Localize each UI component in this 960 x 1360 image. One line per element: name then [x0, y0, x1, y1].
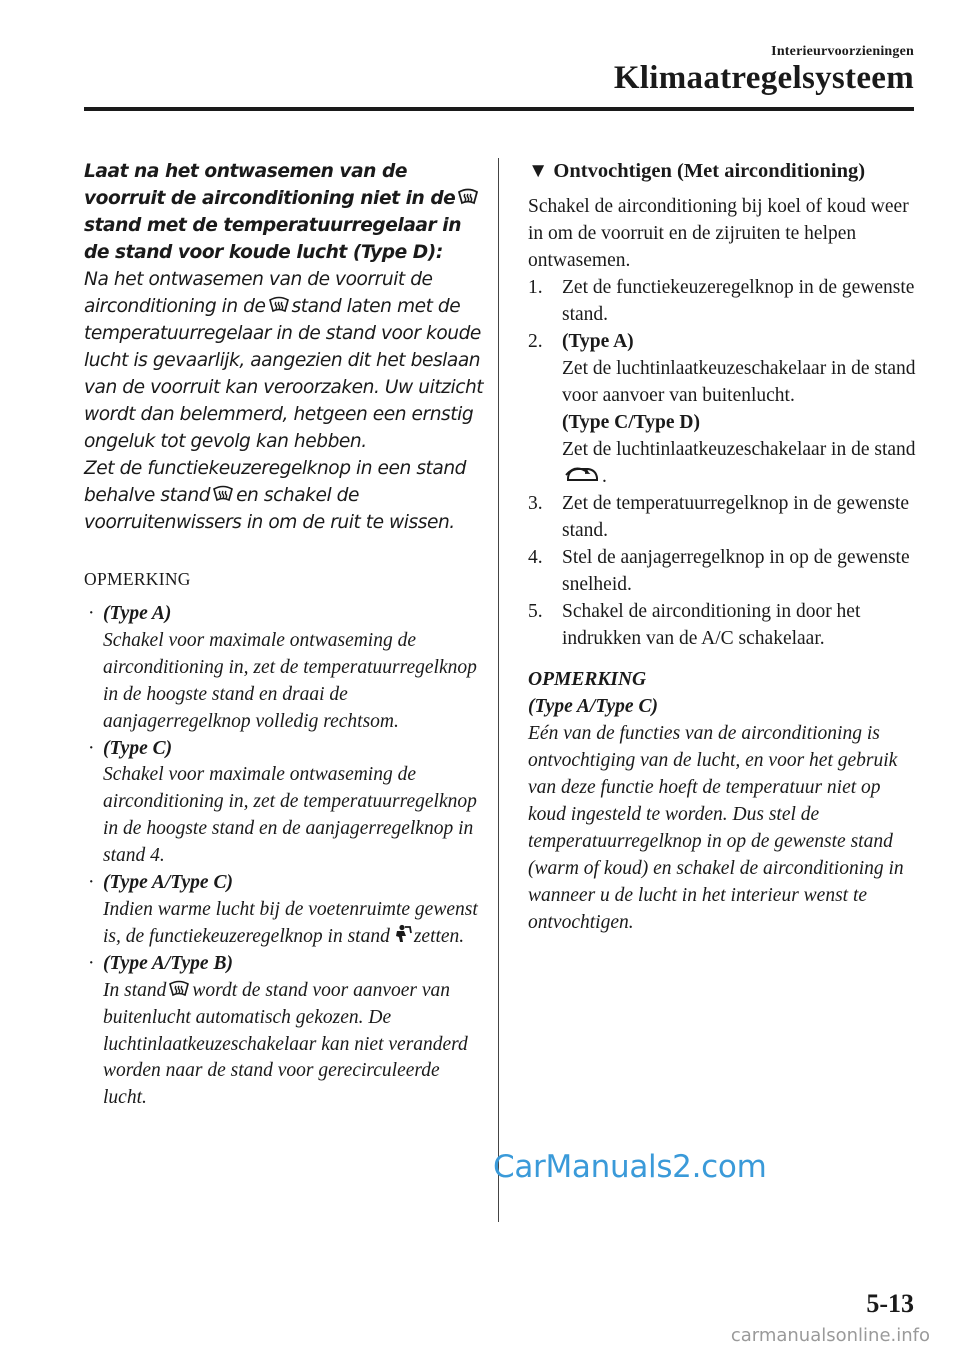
warning-text [84, 266, 484, 455]
step-number: 5. [528, 601, 543, 622]
floor-defrost-icon [392, 924, 412, 944]
windshield-defrost-icon [168, 980, 190, 998]
step-item [528, 490, 920, 544]
warning-instruction [84, 455, 484, 536]
right-column [528, 158, 920, 936]
step-text: Stel de aanjagerregelknop in op de gewenste snelheid. [562, 547, 910, 595]
step-text: Zet de luchtinlaatkeuzeschakelaar in de stand [562, 439, 916, 460]
step-number: 4. [528, 547, 543, 568]
step-text: Zet de temperatuurregelknop in de gewenste stand. [562, 493, 910, 541]
outside-air-icon [564, 464, 600, 484]
windshield-defrost-icon [268, 296, 290, 314]
left-note [84, 566, 484, 1112]
right-note-text: Eén van de functies van de airconditioning is ontvochtiging van de lucht, en voor het gebruik van deze functie hoeft de temperatuur niet op koud ingesteld te worden. Dus stel de temperatuurregelknop in op de gewenste stand (warm of koud) en schakel de airconditioning in wanneer u de lucht in het interieur wenst te ontvochtigen. [528, 723, 904, 933]
chapter-title: Klimaatregelsysteem [613, 60, 914, 96]
note-item [84, 601, 484, 736]
warning-bold-part-2: stand met de temperatuurregelaar in de stand voor koude lucht (Type D): [84, 215, 461, 263]
note-item-head: (Type C) [103, 737, 173, 759]
note-item-text-end: wordt de stand voor aanvoer van buitenlucht automatisch gekozen. De luchtinlaatkeuzeschakelaar kan niet veranderd worden naar de stand voor gerecirculeerde lucht. [103, 979, 468, 1109]
note-item-head: (Type A/Type C) [103, 872, 233, 894]
warning-text-part-4: en schakel de voorruitenwissers in om de ruit te wissen. [84, 485, 455, 533]
note-item-head: (Type A) [103, 603, 172, 624]
warning-heading [84, 158, 484, 266]
note-item-text: Schakel voor maximale ontwaseming de airconditioning in, zet de temperatuurregelknop in de hoogste stand en de aanjagerregelknop in stand 4. [103, 764, 477, 867]
intro-paragraph: Schakel de airconditioning bij koel of koud weer in om de voorruit en de zijruiten te helpen ontwasemen. [528, 196, 909, 271]
column-divider [498, 158, 499, 1222]
windshield-defrost-icon [212, 485, 234, 503]
section-label: Interieurvoorzieningen [771, 44, 914, 59]
section-heading-text: Ontvochtigen (Met airconditioning) [553, 160, 866, 182]
step-item [528, 544, 920, 598]
step-number: 2. [528, 331, 543, 352]
triangle-marker-icon: ▼ [528, 160, 549, 182]
note-item-head: (Type A/Type B) [103, 952, 233, 974]
note-bullet: · [88, 737, 95, 759]
left-note-title: OPMERKING [84, 569, 191, 589]
note-bullet: · [88, 952, 95, 974]
note-bullet: · [88, 872, 95, 894]
step-text: Schakel de airconditioning in door het indrukken van de A/C schakelaar. [562, 601, 861, 649]
note-item [84, 951, 484, 1112]
step-item [528, 598, 920, 652]
left-column [84, 158, 484, 1112]
step-text: Zet de luchtinlaatkeuzeschakelaar in de stand voor aanvoer van buitenlucht. [562, 358, 916, 406]
steps-list [528, 274, 920, 652]
note-item-text: In stand [103, 979, 167, 1001]
step-text: Zet de functiekeuzeregelknop in de gewenste stand. [562, 277, 915, 325]
right-note-subtitle: (Type A/Type C) [528, 696, 658, 717]
note-item-text: Indien warme lucht bij de voetenruimte gewenst is, de functiekeuzeregelknop in stand [103, 898, 478, 947]
site-footer: carmanualsonline.info [730, 1325, 930, 1346]
header-rule [84, 107, 914, 111]
note-item [84, 870, 484, 951]
right-note [528, 666, 920, 936]
note-item-text-end: zetten. [413, 925, 465, 947]
step-item [528, 274, 920, 328]
step-type-label: (Type C/Type D) [562, 412, 700, 433]
watermark: CarManuals2.com [493, 1149, 767, 1185]
step-type-label: (Type A) [562, 331, 634, 352]
note-item [84, 736, 484, 871]
warning-bold-part-1: Laat na het ontwasemen van de voorruit de airconditioning niet in de [84, 161, 456, 209]
note-bullet: · [88, 603, 95, 624]
step-text-end: . [602, 466, 607, 487]
windshield-defrost-icon [457, 188, 479, 206]
step-text-with-icon [562, 436, 920, 490]
warning-block [84, 158, 484, 536]
warning-text-part-2: stand laten met de temperatuurregelaar in de stand voor koude lucht is gevaarlijk, aangezien dit het beslaan van de voorruit kan veroorzaken. Uw uitzicht wordt dan belemmerd, hetgeen een ernstig ongeluk tot gevolg kan hebben. [84, 296, 484, 452]
section-heading [528, 158, 920, 185]
warning-text-part-3: Zet de functiekeuzeregelknop in een stand behalve stand [84, 458, 467, 506]
note-item-text: Schakel voor maximale ontwaseming de airconditioning in, zet de temperatuurregelknop in de hoogste stand en draai de aanjagerregelknop volledig rechtsom. [103, 629, 477, 732]
right-note-title: OPMERKING [528, 669, 647, 690]
page-number: 5-13 [866, 1289, 914, 1318]
left-note-list [84, 601, 484, 1112]
step-number: 1. [528, 277, 543, 298]
step-item [528, 328, 920, 490]
step-number: 3. [528, 493, 543, 514]
warning-text-part-1: Na het ontwasemen van de voorruit de airconditioning in de [84, 269, 433, 317]
